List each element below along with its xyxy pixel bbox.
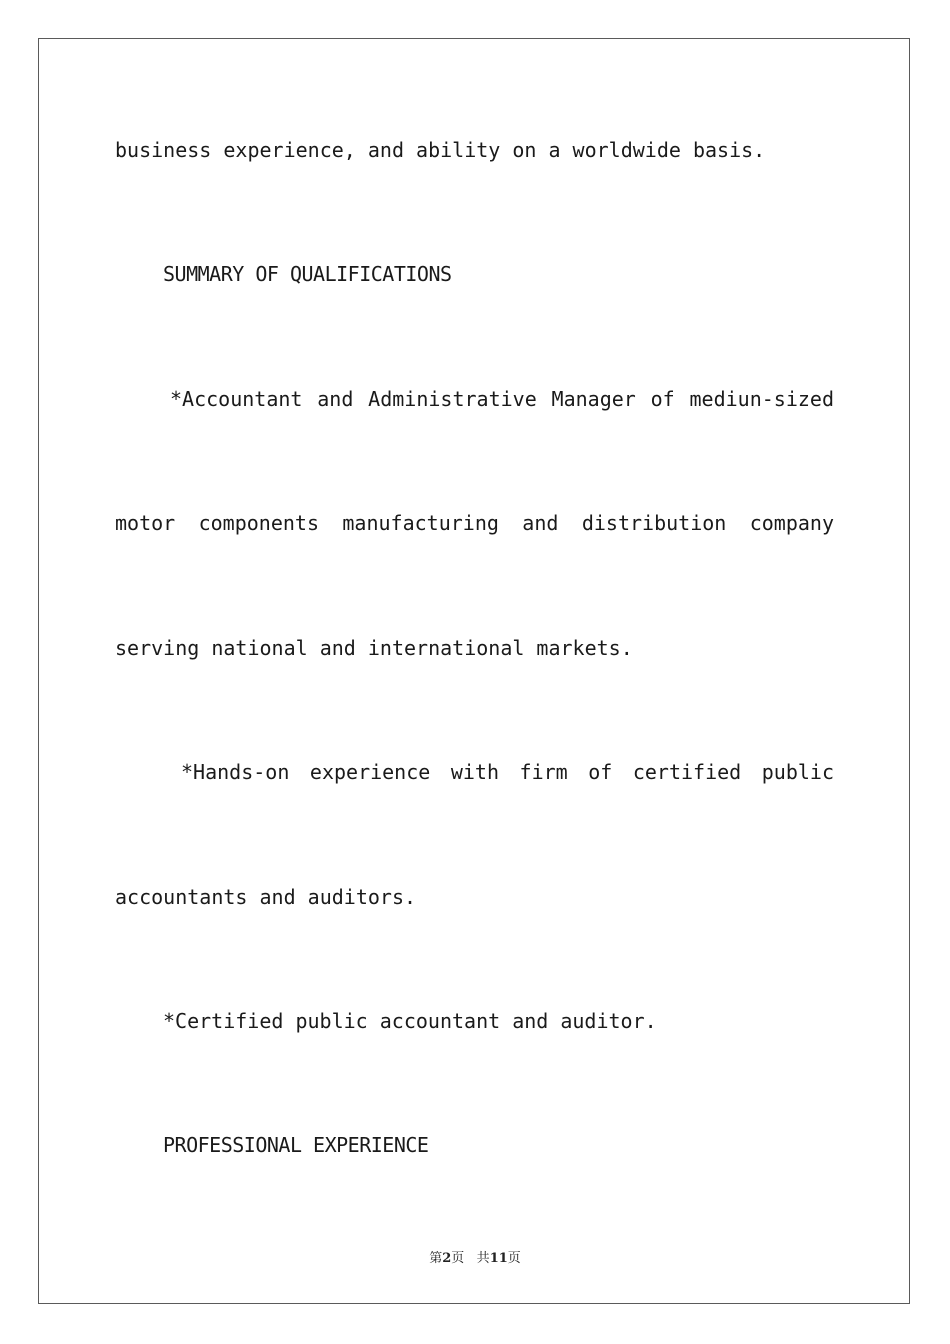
body-text-line-1: business experience, and ability on a worldwide basis. [115,138,766,162]
qualification-item-2-line-1: *Hands-on experience with firm of certified public [181,760,834,784]
footer-total-prefix: 共 [476,1251,490,1266]
footer-total-suffix: 页 [507,1251,521,1266]
footer-page-prefix: 第 [429,1251,443,1266]
qualification-item-3: *Certified public accountant and auditor. [163,1009,657,1033]
qualification-item-2-line-2: accountants and auditors. [115,885,417,909]
footer-total-pages: 11 [489,1251,508,1266]
section-heading-professional-experience: PROFESSIONAL EXPERIENCE [163,1133,429,1157]
footer-current-page: 2 [442,1251,452,1266]
footer-page-suffix: 页 [451,1251,465,1266]
page-border [38,38,910,1304]
section-heading-summary-of-qualifications: SUMMARY OF QUALIFICATIONS [163,262,452,286]
page-number-footer [0,1247,950,1266]
qualification-item-1-line-3: serving national and international markets. [115,636,633,660]
qualification-item-1-line-2: motor components manufacturing and distribution company [115,511,834,535]
qualification-item-1-line-1: *Accountant and Administrative Manager of mediun-sized [170,387,834,411]
